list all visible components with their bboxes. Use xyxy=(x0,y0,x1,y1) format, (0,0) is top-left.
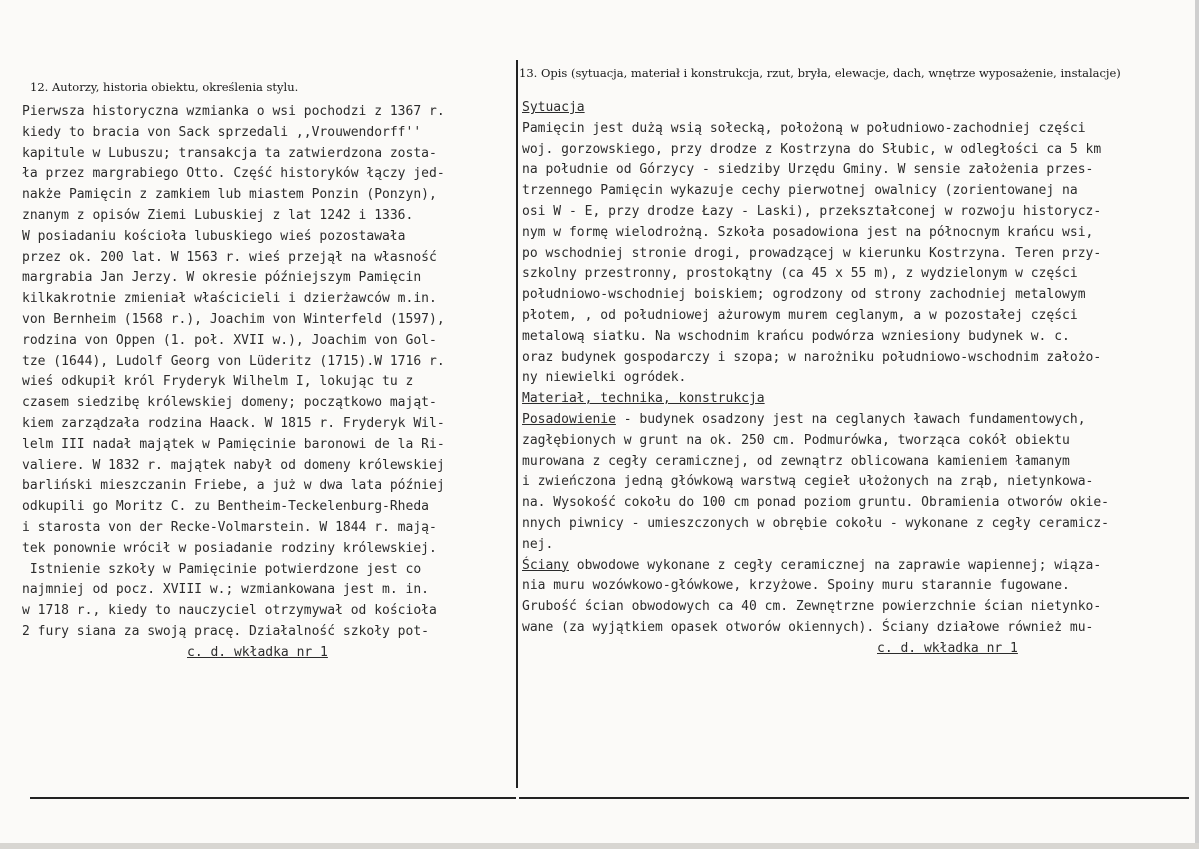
text-line: trzennego Pamięcin wykazuje cechy pierwotnej owalnicy (zorientowanej na xyxy=(522,183,1078,199)
section-13-heading: 13. Opis (sytuacja, materiał i konstrukcja, rzut, bryła, elewacje, dach, wnętrze wyposażenie, instalacje) xyxy=(519,66,1121,80)
text-line: wieś odkupił król Fryderyk Wilhelm I, lokując tu z xyxy=(22,374,414,390)
subheading-line xyxy=(522,98,1190,119)
text-line: nia muru wozówkowo-główkowe, krzyżowe. Spoiny muru starannie fugowane. xyxy=(522,578,1070,594)
column-divider xyxy=(516,60,518,788)
text-line: Pamięcin jest dużą wsią sołecką, położoną w południowo-zachodniej części xyxy=(522,120,1086,136)
underlined-subheading: Ściany xyxy=(522,557,569,573)
continuation-note: c. d. wkładka nr 1 xyxy=(877,640,1018,656)
text-line: na południe od Górzycy - siedziby Urzędu Gminy. W sensie założenia przes- xyxy=(522,162,1094,178)
page-edge-bottom xyxy=(0,843,1199,849)
text-line: metalową siatku. Na wschodnim krańcu podwórza wzniesiony budynek w. c. xyxy=(522,328,1070,344)
text-line: Istnienie szkoły w Pamięcinie potwierdzone jest co xyxy=(22,561,422,577)
subheading-line xyxy=(522,389,1190,410)
text-line: odkupili go Moritz C. zu Bentheim-Teckelenburg-Rheda xyxy=(22,499,429,515)
text-line: nnych piwnicy - umieszczonych w obrębie cokołu - wykonane z cegły ceramicz- xyxy=(522,515,1109,531)
underlined-subheading: Sytuacja xyxy=(522,100,585,115)
text-line: murowana z cegły ceramicznej, od zewnątrz oblicowana kamieniem łamanym xyxy=(522,453,1070,469)
text-line: Grubość ścian obwodowych ca 40 cm. Zewnętrzne powierzchnie ścian nietynko- xyxy=(522,599,1102,615)
text-line: wane (za wyjątkiem opasek otworów okiennych). Ściany działowe również mu- xyxy=(522,619,1094,635)
text-line: po wschodniej stronie drogi, prowadzącej w kierunku Kostrzyna. Teren przy- xyxy=(522,245,1102,261)
text-line: von Bernheim (1568 r.), Joachim von Winterfeld (1597), xyxy=(22,311,445,327)
bottom-rule-left xyxy=(30,797,516,799)
subheading-line: Posadowienie - budynek osadzony jest na ceglanych ławach fundamentowych, xyxy=(522,411,1086,427)
text-line: przez ok. 200 lat. W 1563 r. wieś przejął na własność xyxy=(22,249,437,265)
text-line: i starosta von der Recke-Volmarstein. W 1844 r. mają- xyxy=(22,519,437,535)
section-12-heading: 12. Autorzy, historia obiektu, określenia stylu. xyxy=(30,80,299,94)
text-line: tek ponownie wrócił w posiadanie rodziny królewskiej. xyxy=(22,540,437,556)
text-line: czasem siedzibę królewskiej domeny; początkowo mająt- xyxy=(22,395,437,411)
text-line: 2 fury siana za swoją pracę. Działalność szkoły pot- xyxy=(22,623,429,639)
text-line: lelm III nadał majątek w Pamięcinie baronowi de la Ri- xyxy=(22,436,445,452)
text-line: kiem zarządzała rodzina Haack. W 1815 r. Fryderyk Wil- xyxy=(22,415,445,431)
bottom-rule-right xyxy=(519,797,1189,799)
underlined-subheading: Materiał, technika, konstrukcja xyxy=(522,391,765,407)
text-line: W posiadaniu kościoła lubuskiego wieś pozostawała xyxy=(22,228,406,244)
text-line: na. Wysokość cokołu do 100 cm ponad poziom gruntu. Obramienia otworów okie- xyxy=(522,495,1109,511)
continuation-note: c. d. wkładka nr 1 xyxy=(187,644,328,660)
text-line: nym w formę wielodrożną. Szkoła posadowiona jest na północnym krańcu wsi, xyxy=(522,224,1094,240)
text-line: osi W - E, przy drodze Łazy - Laski), przekształconej w rozwoju historycz- xyxy=(522,203,1102,219)
text-line: i zwieńczona jedną główkową warstwą cegieł ułożonych na zrąb, nietynkowa- xyxy=(522,474,1094,490)
text-line: nej. xyxy=(522,536,554,552)
text-line: w 1718 r., kiedy to nauczyciel otrzymywał od kościoła xyxy=(22,603,437,619)
text-line: południowo-wschodniej boiskiem; ogrodzony od strony zachodniej metalowym xyxy=(522,287,1086,303)
text-line: zagłębionych w grunt na ok. 250 cm. Podmurówka, tworząca cokół obiektu xyxy=(522,432,1070,448)
text-line: barliński mieszczanin Friebe, a już w dwa lata później xyxy=(22,478,445,494)
text-line: płotem, , od południowej ażurowym murem ceglanym, a w pozostałej części xyxy=(522,307,1078,323)
text-line: oraz budynek gospodarczy i szopa; w narożniku południowo-wschodnim założo- xyxy=(522,349,1102,365)
text-line: Pierwsza historyczna wzmianka o wsi pochodzi z 1367 r. xyxy=(22,104,445,119)
underlined-subheading: Posadowienie xyxy=(522,411,616,427)
page-edge-right xyxy=(1195,0,1199,849)
text-line: kiedy to bracia von Sack sprzedali ,,Vrouwendorff'' xyxy=(22,124,422,140)
subheading-line: Ściany obwodowe wykonane z cegły ceramicznej na zaprawie wapiennej; wiąza- xyxy=(522,557,1102,573)
text-line: woj. gorzowskiego, przy drodze z Kostrzyna do Słubic, w odległości ca 5 km xyxy=(522,141,1102,157)
text-line: valiere. W 1832 r. majątek nabył od domeny królewskiej xyxy=(22,457,445,473)
text-line: kilkakrotnie zmieniał właścicieli i dzierżawców m.in. xyxy=(22,291,437,307)
description-text-column xyxy=(522,98,1190,660)
text-line: ła przez margrabiego Otto. Część historyków łączy jed- xyxy=(22,166,445,182)
text-line: najmniej od pocz. XVIII w.; wzmiankowana jest m. in. xyxy=(22,582,429,598)
text-line: nakże Pamięcin z zamkiem lub miastem Ponzin (Ponzyn), xyxy=(22,187,437,203)
text-line: kapitule w Lubuszu; transakcja ta zatwierdzona zosta- xyxy=(22,145,437,161)
text-line: ny niewielki ogródek. xyxy=(522,370,687,386)
text-line: tze (1644), Ludolf Georg von Lüderitz (1715).W 1716 r. xyxy=(22,353,445,369)
text-line: margrabia Jan Jerzy. W okresie późniejszym Pamięcin xyxy=(22,270,422,286)
history-text-column xyxy=(22,102,516,664)
text-line: znanym z opisów Ziemi Lubuskiej z lat 1242 i 1336. xyxy=(22,207,414,223)
text-line: rodzina von Oppen (1. poł. XVII w.), Joachim von Gol- xyxy=(22,332,437,348)
text-line: szkolny przestronny, prostokątny (ca 45 x 55 m), z wydzielonym w części xyxy=(522,266,1078,282)
